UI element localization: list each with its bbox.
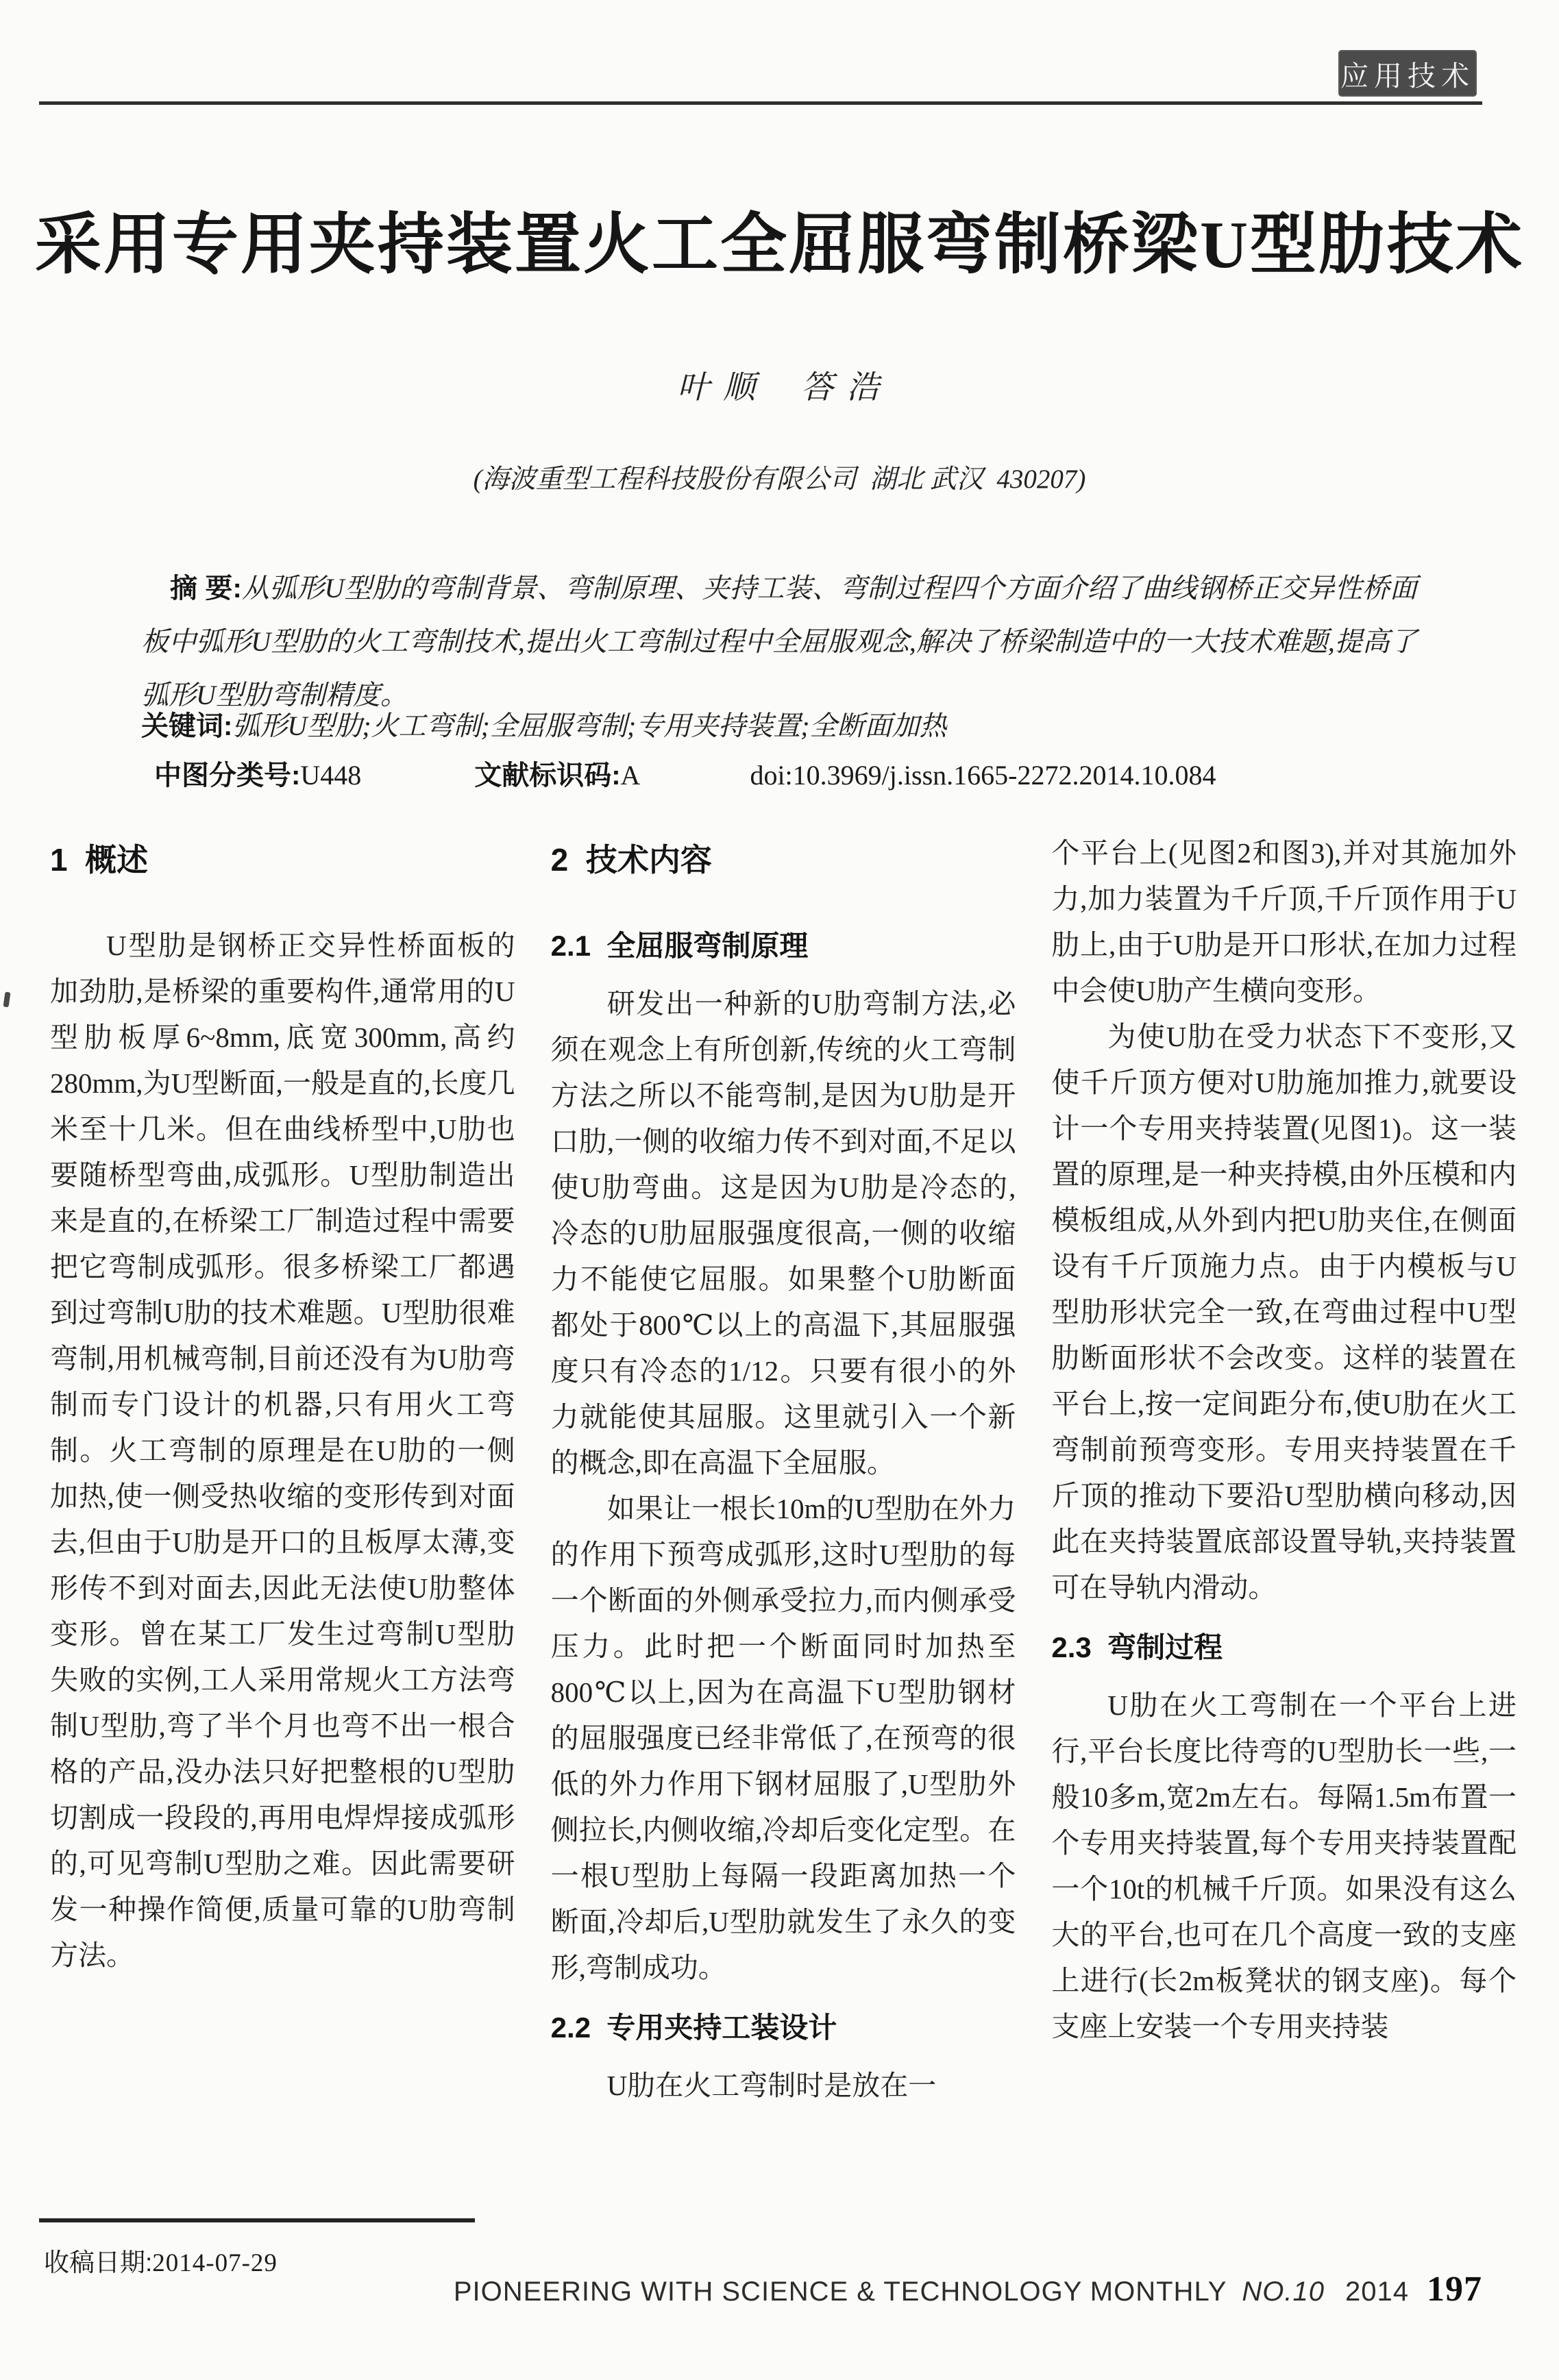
- header-rule: [39, 101, 1482, 105]
- paragraph: U型肋是钢桥正交异性桥面板的加劲肋,是桥梁的重要构件,通常用的U型肋板厚6~8mm,底宽300mm,高约280mm,为U型断面,一般是直的,长度几米至十几米。但在曲线桥型中,U肋也要随桥型弯曲,成弧形。U型肋制造出来是直的,在桥梁工厂制造过程中需要把它弯制成弧形。很多桥梁工厂都遇到过弯制U肋的技术难题。U型肋很难弯制,用机械弯制,目前还没有为U肋弯制而专门设计的机器,只有用火工弯制。火工弯制的原理是在U肋的一侧加热,使一侧受热收缩的变形传到对面去,但由于U肋是开口的且板厚太薄,变形传不到对面去,因此无法使U肋整体变形。曾在某工厂发生过弯制U型肋失败的实例,工人采用常规火工方法弯制U型肋,弯了半个月也弯不出一根合格的产品,没办法只好把整根的U型肋切割成一段段的,再用电焊焊接成弧形的,可见弯制U型肋之难。因此需要研发一种操作简便,质量可靠的U肋弯制方法。: [50, 930, 515, 1971]
- article-title: 采用专用夹持装置火工全屈服弯制桥梁U型肋技术: [34, 208, 1525, 282]
- column-2: [551, 830, 1016, 2207]
- journal-year: 2014: [1345, 2277, 1409, 2307]
- abstract-label: 摘 要:: [170, 573, 242, 604]
- journal-name: PIONEERING WITH SCIENCE & TECHNOLOGY MONTHLY: [453, 2277, 1227, 2307]
- subsection-heading: 2.3 弯制过程: [1051, 1631, 1223, 1663]
- footnote-rule: [39, 2218, 475, 2222]
- column-1: [50, 830, 515, 2207]
- journal-footer: [454, 2269, 1482, 2309]
- section-heading: 2 技术内容: [550, 842, 712, 878]
- subsection-heading: 2.1 全屈服弯制原理: [550, 930, 809, 962]
- abstract-text: 从弧形U型肋的弯制背景、弯制原理、夹持工装、弯制过程四个方面介绍了曲线钢桥正交异性桥面板中弧形U型肋的火工弯制技术,提出火工弯制过程中全屈服观念,解决了桥梁制造中的一大技术难题,提高了弧形U型肋弯制精度。: [141, 573, 1417, 710]
- doc-code-label: 文献标识码:: [474, 760, 621, 791]
- paragraph-continued: 个平台上(见图2和图3),并对其施加外力,加力装置为千斤顶,千斤顶作用于U肋上,由于U肋是开口形状,在加力过程中会使U肋产生横向变形。: [1051, 837, 1517, 1006]
- paragraph: U肋在火工弯制在一个平台上进行,平台长度比待弯的U型肋长一些,一般10多m,宽2m左右。每隔1.5m布置一个专用夹持装置,每个专用夹持装置配一个10t的机械千斤顶。如果没有这么大的平台,也可在几个高度一致的支座上进行(长2m板凳状的钢支座)。每个支座上安装一个专用夹持装: [1051, 1689, 1517, 2042]
- subsection-heading: 2.2 专用夹持工装设计: [550, 2011, 837, 2044]
- classification-line: [154, 754, 1456, 793]
- received-date: 2014-07-29: [152, 2249, 278, 2277]
- scan-mark: [3, 992, 11, 1008]
- journal-issue: NO.10: [1242, 2277, 1325, 2307]
- received-label: 收稿日期:: [44, 2248, 153, 2277]
- paragraph: U肋在火工弯制时是放在一: [606, 2070, 937, 2101]
- abstract-block: [141, 562, 1417, 722]
- body-columns: [50, 830, 1517, 2207]
- paragraph: 为使U肋在受力状态下不变形,又使千斤顶方便对U肋施加推力,就要设计一个专用夹持装置(见图1)。这一装置的原理,是一种夹持模,由外压模和内模板组成,从外到内把U肋夹住,在侧面设有千斤顶施力点。由于内模板与U型肋形状完全一致,在弯曲过程中U型肋断面形状不会改变。这样的装置在平台上,按一定间距分布,使U肋在火工弯制前预弯变形。专用夹持装置在千斤顶的推动下要沿U型肋横向移动,因此在夹持装置底部设置导轨,夹持装置可在导轨内滑动。: [1051, 1021, 1517, 1603]
- affiliation: (海波重型工程科技股份有限公司 湖北 武汉 430207): [473, 464, 1086, 494]
- page-number: 197: [1427, 2270, 1482, 2309]
- section-heading: 1 概述: [50, 842, 149, 878]
- section-badge: 应用技术: [1338, 50, 1477, 97]
- clc-value: U448: [300, 760, 362, 791]
- doc-code-value: A: [620, 760, 641, 791]
- paragraph: 研发出一种新的U肋弯制方法,必须在观念上有所创新,传统的火工弯制方法之所以不能弯制,是因为U肋是开口肋,一侧的收缩力传不到对面,不足以使U肋弯曲。这是因为U肋是冷态的,冷态的U肋屈服强度很高,一侧的收缩力不能使它屈服。如果整个U肋断面都处于800℃以上的高温下,其屈服强度只有冷态的1/12。只要有很小的外力就能使其屈服。这里就引入一个新的概念,即在高温下全屈服。: [550, 988, 1016, 1478]
- received-date-line: [44, 2242, 278, 2279]
- doi: doi:10.3969/j.issn.1665-2272.2014.10.084: [750, 760, 1216, 791]
- keywords-label: 关键词:: [141, 711, 233, 741]
- paragraph: 如果让一根长10m的U型肋在外力的作用下预弯成弧形,这时U型肋的每一个断面的外侧承受拉力,而内侧承受压力。此时把一个断面同时加热至800℃以上,因为在高温下U型肋钢材的屈服强度已经非常低了,在预弯的很低的外力作用下钢材屈服了,U型肋外侧拉长,内侧收缩,冷却后变化定型。在一根U型肋上每隔一段距离加热一个断面,冷却后,U型肋就发生了永久的变形,弯制成功。: [550, 1493, 1016, 1983]
- keywords-text: 弧形U型肋;火工弯制;全屈服弯制;专用夹持装置;全断面加热: [232, 710, 947, 741]
- column-3: [1051, 830, 1517, 2207]
- clc-label: 中图分类号:: [154, 760, 301, 791]
- authors: 叶 顺 答 浩: [677, 370, 882, 406]
- keywords-block: [141, 704, 1417, 748]
